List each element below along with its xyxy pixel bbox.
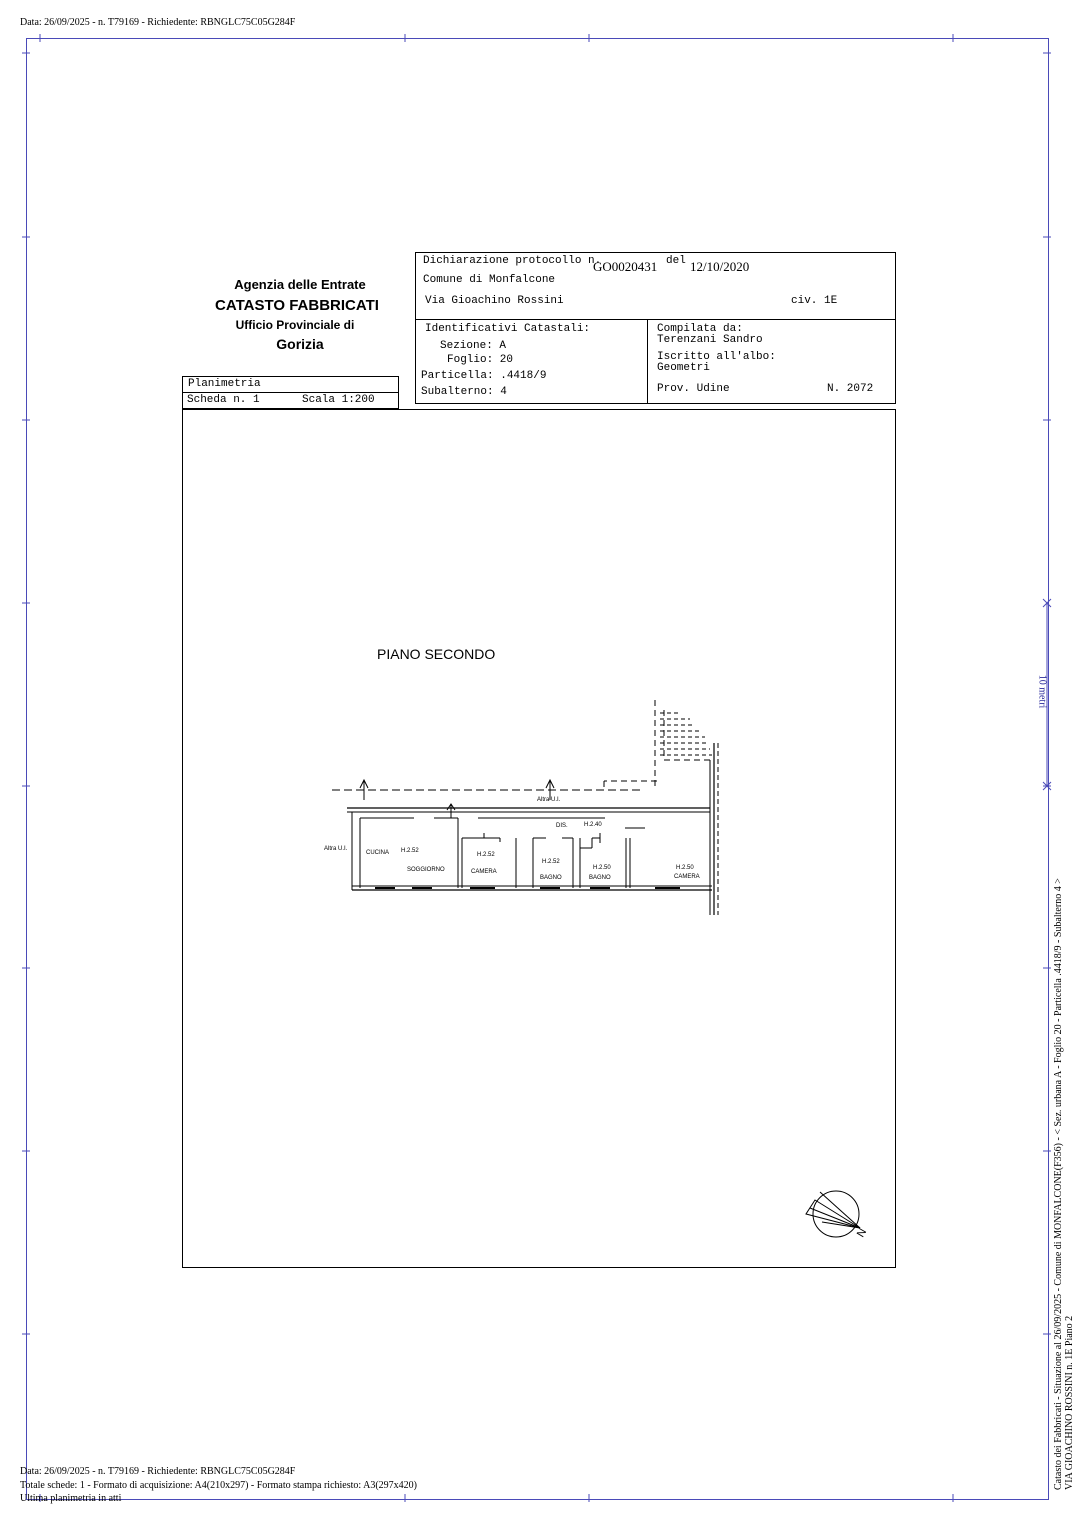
agency-name: Agenzia delle Entrate bbox=[234, 277, 366, 292]
scale-bar-label: 10 metri bbox=[1036, 674, 1048, 709]
cucina-label: CUCINA bbox=[366, 850, 390, 856]
camera-1-label: CAMERA bbox=[471, 869, 497, 875]
albo: Geometri bbox=[657, 362, 710, 374]
comune: Comune di Monfalcone bbox=[423, 274, 556, 286]
protocol-label: Dichiarazione protocollo n. bbox=[423, 255, 602, 267]
camera-2-label: CAMERA bbox=[674, 874, 700, 880]
frame-ticks bbox=[22, 34, 1051, 1502]
bagno-1-label: BAGNO bbox=[540, 875, 562, 881]
albo-label: Iscritto all'albo: bbox=[657, 351, 776, 363]
date-label: del bbox=[666, 255, 686, 267]
h240-label: H.2.40 bbox=[584, 822, 602, 828]
h252-a-label: H.2.52 bbox=[401, 848, 419, 854]
floor-title: PIANO SECONDO bbox=[377, 646, 496, 662]
identifiers-title: Identificativi Catastali: bbox=[425, 323, 591, 335]
side-text-line1: Catasto dei Fabbricati - Situazione al 26/09/2025 - Comune di MONFALCONE(F356) - < Sez. urbana A - Foglio 20 - Particella .4418/9 - Subalterno 4 > bbox=[1053, 878, 1064, 1490]
ufficio-city: Gorizia bbox=[276, 336, 324, 352]
ufficio-label: Ufficio Provinciale di bbox=[235, 318, 355, 332]
altra-ui-left-label: Altra U.I. bbox=[324, 846, 348, 852]
footer-line3: Ultima planimetria in atti bbox=[20, 1493, 122, 1504]
protocol-number: GO0020431 bbox=[593, 259, 658, 274]
catasto-title: CATASTO FABBRICATI bbox=[215, 297, 379, 314]
soggiorno-label: SOGGIORNO bbox=[407, 867, 445, 873]
compiler-name: Terenzani Sandro bbox=[657, 334, 763, 346]
subalterno: Subalterno: 4 bbox=[421, 386, 507, 398]
h252-b-label: H.2.52 bbox=[477, 852, 495, 858]
h252-c-label: H.2.52 bbox=[542, 859, 560, 865]
civico: civ. 1E bbox=[791, 295, 838, 307]
altra-ui-label: Altra U.I. bbox=[537, 797, 561, 803]
sezione: Sezione: A bbox=[440, 340, 507, 352]
compiler-prov: Prov. Udine bbox=[657, 383, 730, 395]
footer-line1: Data: 26/09/2025 - n. T79169 - Richiedente: RBNGLC75C05G284F bbox=[20, 1466, 296, 1477]
particella: Particella: .4418/9 bbox=[421, 370, 547, 382]
dis-label: DIS. bbox=[556, 823, 568, 829]
side-text bbox=[1053, 850, 1075, 1490]
planimetria-label: Planimetria bbox=[188, 378, 261, 390]
header-text: Data: 26/09/2025 - n. T79169 - Richiedente: RBNGLC75C05G284F bbox=[20, 17, 296, 28]
north-label: N bbox=[854, 1226, 870, 1240]
bagno-2-label: BAGNO bbox=[589, 875, 611, 881]
footer-line2: Totale schede: 1 - Formato di acquisizione: A4(210x297) - Formato stampa richiesto: A3(297x420) bbox=[20, 1480, 417, 1491]
address: Via Gioachino Rossini bbox=[425, 295, 564, 307]
compiler-label: Compilata da: bbox=[657, 323, 743, 335]
scala-label: Scala 1:200 bbox=[302, 394, 375, 406]
h250-a-label: H.2.50 bbox=[593, 865, 611, 871]
side-text-line2: VIA GIOACHINO ROSSINI n. 1E Piano 2 bbox=[1064, 1315, 1075, 1490]
h250-b-label: H.2.50 bbox=[676, 865, 694, 871]
declaration-date: 12/10/2020 bbox=[690, 259, 750, 274]
north-arrow-icon bbox=[806, 1191, 860, 1237]
compiler-number: N. 2072 bbox=[827, 383, 874, 395]
foglio: Foglio: 20 bbox=[447, 354, 514, 366]
scheda-label: Scheda n. 1 bbox=[187, 394, 260, 406]
stair-treads bbox=[660, 713, 712, 755]
